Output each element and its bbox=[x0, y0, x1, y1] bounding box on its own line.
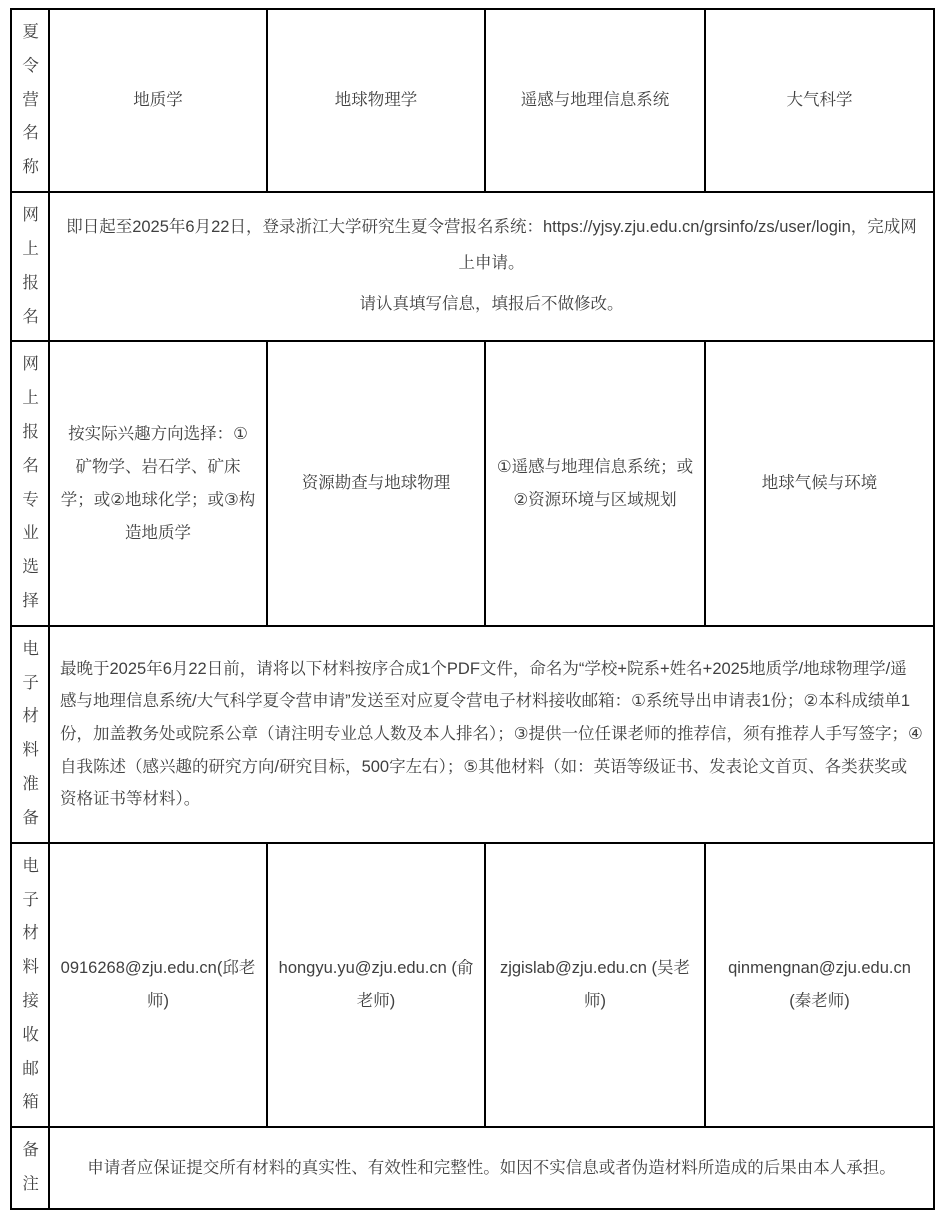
major-cell-geophysics: 资源勘查与地球物理 bbox=[267, 341, 485, 626]
table-row-camp-name bbox=[11, 9, 934, 192]
row-header-materials-email-label: 电子材料接收邮箱 bbox=[22, 856, 39, 1112]
camp-name-cell-remote-sensing: 遥感与地理信息系统 bbox=[485, 9, 705, 192]
registration-instruction-text: 即日起至2025年6月22日，登录浙江大学研究生夏令营报名系统：https://yjsy.zju.edu.cn/grsinfo/zs/user/login，完成网上申请。 bbox=[66, 218, 917, 272]
row-header-remarks bbox=[11, 1127, 49, 1209]
row-header-remarks-label: 备注 bbox=[22, 1141, 39, 1193]
email-cell-remote-sensing: zjgislab@zju.edu.cn (吴老师) bbox=[485, 843, 705, 1128]
table-row-major-selection bbox=[11, 341, 934, 626]
online-registration-cell bbox=[49, 192, 934, 341]
registration-note-text: 请认真填写信息，填报后不做修改。 bbox=[359, 295, 624, 314]
major-cell-geology: 按实际兴趣方向选择：①矿物学、岩石学、矿床学；或②地球化学；或③构造地质学 bbox=[49, 341, 267, 626]
camp-name-cell-geology: 地质学 bbox=[49, 9, 267, 192]
table-row-materials-email bbox=[11, 843, 934, 1128]
email-cell-atmospheric: qinmengnan@zju.edu.cn (秦老师) bbox=[705, 843, 934, 1128]
row-header-materials-preparation-label: 电子材料准备 bbox=[22, 639, 39, 827]
major-cell-atmospheric: 地球气候与环境 bbox=[705, 341, 934, 626]
remarks-cell: 申请者应保证提交所有材料的真实性、有效性和完整性。如因不实信息或者伪造材料所造成的后果由本人承担。 bbox=[49, 1127, 934, 1209]
table-row-remarks bbox=[11, 1127, 934, 1209]
row-header-online-registration-label: 网上报名 bbox=[22, 206, 39, 326]
major-cell-remote-sensing: ①遥感与地理信息系统；或②资源环境与区域规划 bbox=[485, 341, 705, 626]
row-header-camp-name bbox=[11, 9, 49, 192]
summer-camp-application-table bbox=[10, 8, 935, 1210]
row-header-major-selection bbox=[11, 341, 49, 626]
table-row-online-registration bbox=[11, 192, 934, 341]
email-cell-geology: 0916268@zju.edu.cn(邱老师) bbox=[49, 843, 267, 1128]
camp-name-cell-geophysics: 地球物理学 bbox=[267, 9, 485, 192]
camp-name-cell-atmospheric: 大气科学 bbox=[705, 9, 934, 192]
row-header-camp-name-label: 夏令营名称 bbox=[22, 23, 39, 177]
row-header-online-registration bbox=[11, 192, 49, 341]
table-row-materials-preparation bbox=[11, 626, 934, 843]
row-header-materials-email bbox=[11, 843, 49, 1128]
email-cell-geophysics: hongyu.yu@zju.edu.cn (俞老师) bbox=[267, 843, 485, 1128]
row-header-major-selection-label: 网上报名专业选择 bbox=[22, 355, 39, 610]
materials-preparation-cell: 最晚于2025年6月22日前，请将以下材料按序合成1个PDF文件，命名为“学校+院系+姓名+2025地质学/地球物理学/遥感与地理信息系统/大气科学夏令营申请”发送至对应夏令营电子材料接收邮箱：①系统导出申请表1份；②本科成绩单1份，加盖教务处或院系公章（请注明专业总人数及本人排名）；③提供一位任课老师的推荐信，须有推荐人手写签字；④自我陈述（感兴趣的研究方向/研究目标，500字左右）；⑤其他材料（如：英语等级证书、发表论文首页、各类获奖或资格证书等材料）。 bbox=[49, 626, 934, 843]
row-header-materials-preparation bbox=[11, 626, 49, 843]
